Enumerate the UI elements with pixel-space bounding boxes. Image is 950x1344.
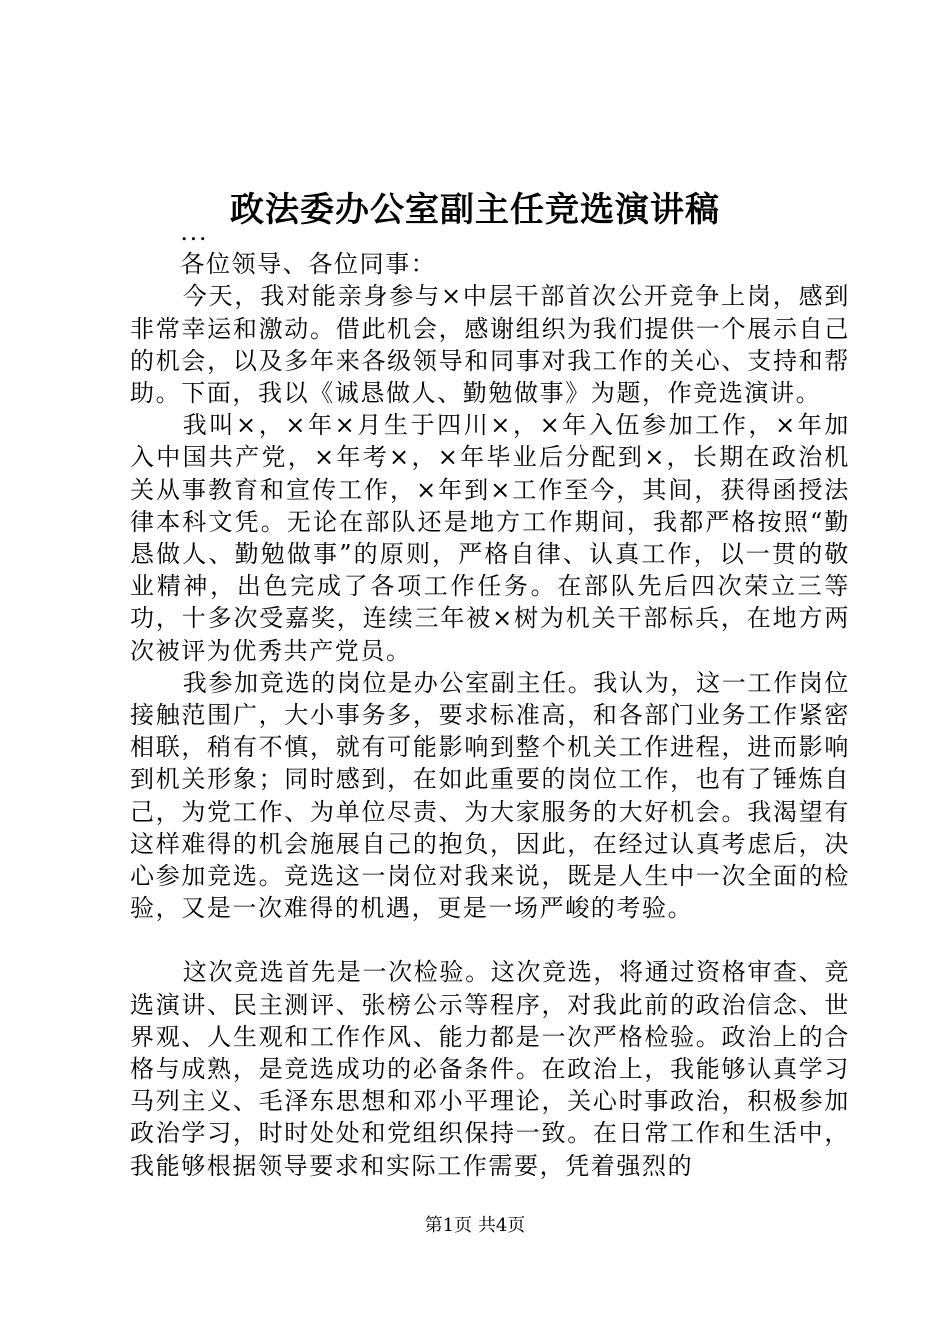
salutation: 各位领导、各位同事： (180, 250, 437, 279)
document-title: 政法委办公室副主任竞选演讲稿 (230, 190, 720, 230)
paragraph-2: 我叫×，×年×月生于四川×，×年入伍参加工作，×年加入中国共产党，×年考×，×年毕业后分配到×，长期在政治机关从事教育和宣传工作，×年到×工作至今，其间，获得函授法律本科文凭。无论在部队还是地方工作期间，我都严格按照“勤恳做人、勤勉做事”的原则，严格自律、认真工作，以一贯的敬业精神，出色完成了各项工作任务。在部队先后四次荣立三等功，十多次受嘉奖，连续三年被×树为机关干部标兵，在地方两次被评为优秀共产党员。 (130, 411, 850, 665)
paragraph-gap (130, 924, 850, 956)
page-footer: 第1页 共4页 (424, 1215, 526, 1236)
paragraph-4: 这次竞选首先是一次检验。这次竞选，将通过资格审查、竞选演讲、民主测评、张榜公示等程序，对我此前的政治信念、世界观、人生观和工作作风、能力都是一次严格检验。政治上的合格与成熟，是竞选成功的必备条件。在政治上，我能够认真学习马列主义、毛泽东思想和邓小平理论，关心时事政治，积极参加政治学习，时时处处和党组织保持一致。在日常工作和生活中，我能够根据领导要求和实际工作需要，凭着强烈的 (130, 958, 850, 1180)
document-body (130, 216, 850, 1182)
ellipsis-line: ... (180, 218, 209, 246)
paragraph-1: 今天，我对能亲身参与×中层干部首次公开竞争上岗，感到非常幸运和激动。借此机会，感谢组织为我们提供一个展示自己的机会，以及多年来各级领导和同事对我工作的关心、支持和帮助。下面，我以《诚恳做人、勤勉做事》为题，作竞选演讲。 (130, 282, 850, 408)
paragraph-3: 我参加竞选的岗位是办公室副主任。我认为，这一工作岗位接触范围广，大小事务多，要求标准高，和各部门业务工作紧密相联，稍有不慎，就有可能影响到整个机关工作进程，进而影响到机关形象；同时感到，在如此重要的岗位工作，也有了锤炼自己，为党工作、为单位尽责、为大家服务的大好机会。我渴望有这样难得的机会施展自己的抱负，因此，在经过认真考虑后，决心参加竞选。竞选这一岗位对我来说，既是人生中一次全面的检验，又是一次难得的机遇，更是一场严峻的考验。 (130, 668, 850, 923)
